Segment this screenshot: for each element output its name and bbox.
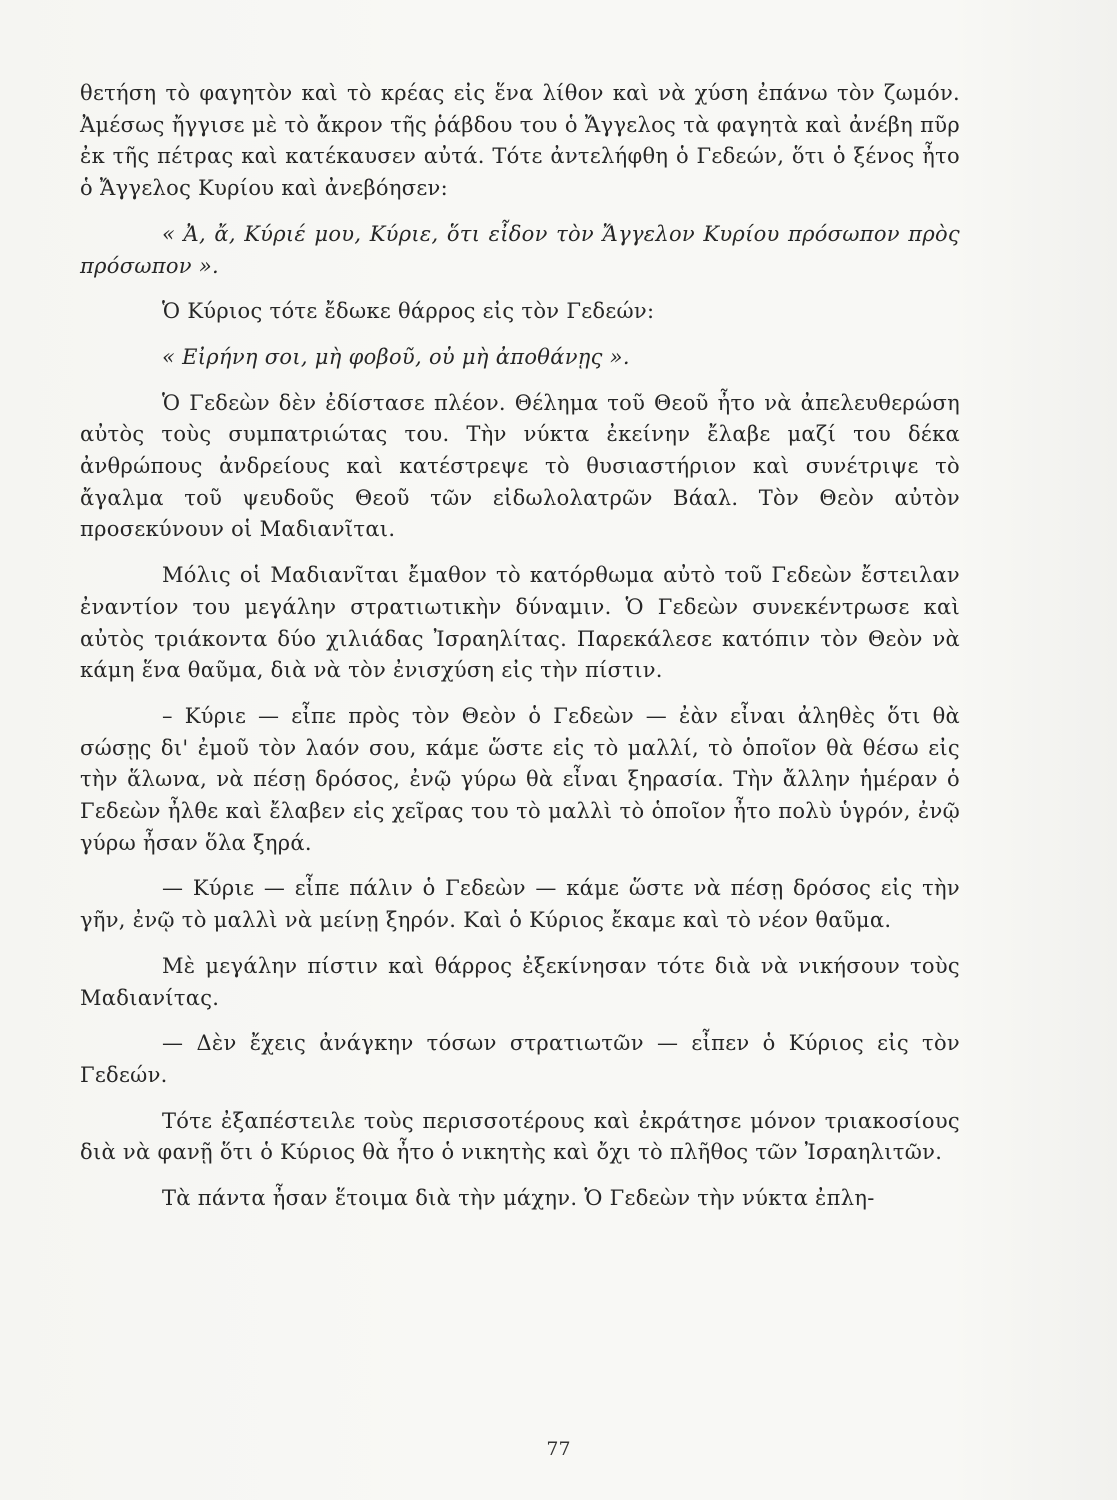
dialogue-paragraph: – Κύριε — εἶπε πρὸς τὸν Θεὸν ὁ Γεδεὼν — ἐὰν εἶναι ἀληθὲς ὅτι θὰ σώσῃς δι' ἐμοῦ τὸν λαόν σου, κάμε ὥστε εἰς τὸ μαλλί, τὸ ὁποῖον θὰ θέσω εἰς τὴν ἅλωνα, νὰ πέσῃ δρόσος, ἐνῷ γύρω θὰ εἶναι ξηρασία. Τὴν ἄλλην ἡμέραν ὁ Γεδεὼν ἦλθε καὶ ἔλαβεν εἰς χεῖρας του τὸ μαλλὶ τὸ ὁποῖον ἦτο πολὺ ὑγρόν, ἐνῷ γύρω ἦσαν ὅλα ξηρά.: [80, 703, 960, 855]
paragraph: Τὰ πάντα ἦσαν ἕτοιμα διὰ τὴν μάχην. Ὁ Γεδεὼν τὴν νύκτα ἐπλη-: [162, 1186, 875, 1211]
page-number: 77: [546, 1438, 571, 1460]
paragraph: Τότε ἐξαπέστειλε τοὺς περισσοτέρους καὶ ἐκράτησε μόνον τριακοσίους διὰ νὰ φανῇ ὅτι ὁ Κύριος θὰ ἦτο ὁ νικητὴς καὶ ὄχι τὸ πλῆθος τῶν Ἰσραηλιτῶν.: [80, 1108, 960, 1165]
paragraph: θετήση τὸ φαγητὸν καὶ τὸ κρέας εἰς ἕνα λίθον καὶ νὰ χύση ἐπάνω τὸν ζωμόν. Ἀμέσως ἤγγισε μὲ τὸ ἄκρον τῆς ῥάβδου του ὁ Ἄγγελος τὰ φαγητὰ καὶ ἀνέβη πῦρ ἐκ τῆς πέτρας καὶ κατέκαυσεν αὐτά. Τότε ἀντελήφθη ὁ Γεδεών, ὅτι ὁ ξένος ἦτο ὁ Ἄγγελος Κυρίου καὶ ἀνεβόησεν:: [80, 81, 960, 201]
body-text: [80, 78, 960, 1229]
paragraph: Μὲ μεγάλην πίστιν καὶ θάρρος ἐξεκίνησαν τότε διὰ νὰ νικήσουν τοὺς Μαδιανίτας.: [80, 953, 960, 1010]
quote-paragraph: « Εἰρήνη σοι, μὴ φοβοῦ, οὐ μὴ ἀποθάνῃς ».: [162, 344, 630, 369]
paragraph: Ὁ Κύριος τότε ἔδωκε θάρρος εἰς τὸν Γεδεών:: [162, 299, 655, 324]
quote-paragraph: « Ἀ, ἄ, Κύριέ μου, Κύριε, ὅτι εἶδον τὸν Ἄγγελον Κυρίου πρόσωπον πρὸς πρόσωπον ».: [80, 221, 960, 278]
dialogue-paragraph: — Δὲν ἔχεις ἀνάγκην τόσων στρατιωτῶν — εἶπεν ὁ Κύριος εἰς τὸν Γεδεών.: [80, 1031, 960, 1087]
paragraph: Ὁ Γεδεὼν δὲν ἐδίστασε πλέον. Θέλημα τοῦ Θεοῦ ἦτο νὰ ἀπελευθερώση αὐτὸς τοὺς συμπατριώτας του. Τὴν νύκτα ἐκείνην ἔλαβε μαζί του δέκα ἀνθρώπους ἀνδρείους καὶ κατέστρεψε τὸ θυσιαστήριον καὶ συνέτριψε τὸ ἄγαλμα τοῦ ψευδοῦς Θεοῦ τῶν εἰδωλολατρῶν Βάαλ. Τὸν Θεὸν αὐτὸν προσεκύνουν οἱ Μαδιανῖται.: [80, 390, 960, 542]
dialogue-paragraph: — Κύριε — εἶπε πάλιν ὁ Γεδεὼν — κάμε ὥστε νὰ πέσῃ δρόσος εἰς τὴν γῆν, ἐνῷ τὸ μαλλὶ νὰ μείνῃ ξηρόν. Καὶ ὁ Κύριος ἔκαμε καὶ τὸ νέον θαῦμα.: [80, 876, 960, 933]
paragraph: Μόλις οἱ Μαδιανῖται ἔμαθον τὸ κατόρθωμα αὐτὸ τοῦ Γεδεὼν ἔστειλαν ἐναντίον του μεγάλην στρατιωτικὴν δύναμιν. Ὁ Γεδεὼν συνεκέντρωσε καὶ αὐτὸς τριάκοντα δύο χιλιάδας Ἰσραηλίτας. Παρεκάλεσε κατόπιν τὸν Θεὸν νὰ κάμη ἕνα θαῦμα, διὰ νὰ τὸν ἐνισχύση εἰς τὴν πίστιν.: [80, 563, 960, 683]
